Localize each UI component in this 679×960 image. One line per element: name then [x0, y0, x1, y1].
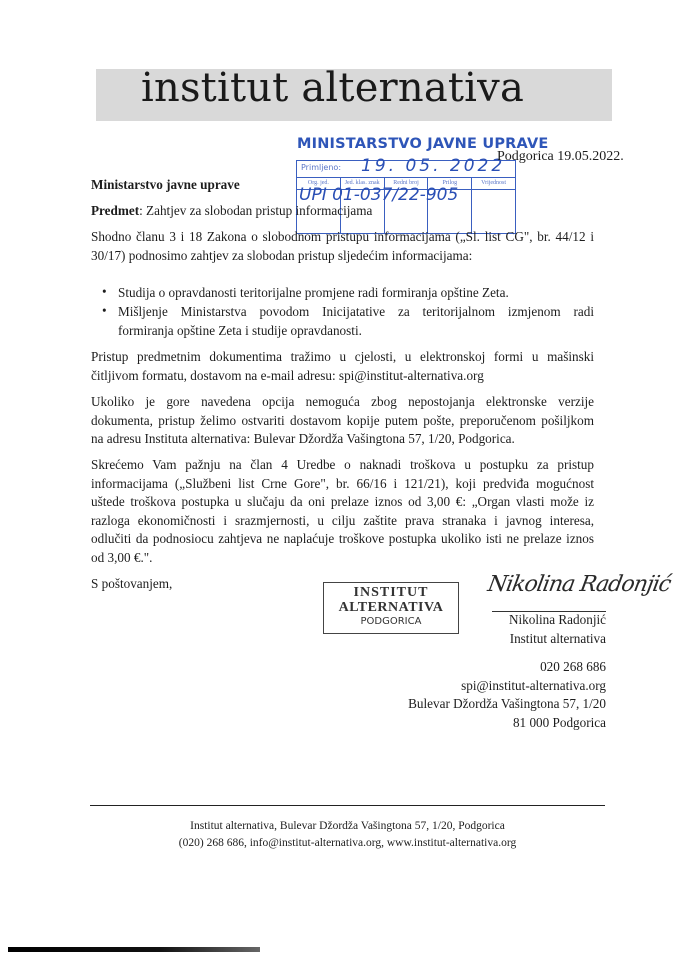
subject-label: Predmet — [91, 203, 140, 218]
contact-city: 81 000 Podgorica — [512, 714, 606, 730]
reference-number: UPI 01-037/22-905 — [299, 185, 459, 205]
bullet-icon: • — [102, 303, 107, 318]
contact-address: Bulevar Džordža Vašingtona 57, 1/20 — [408, 696, 606, 711]
bullet-icon: • — [102, 284, 107, 299]
closing: S poštovanjem, — [91, 576, 173, 591]
stamp-col: Redni broj — [385, 177, 429, 189]
letterhead-logo: institut alternativa — [141, 65, 525, 111]
footer-contacts: (020) 268 686, info@institut-alternativa.org, www.institut-alternativa.org — [178, 837, 517, 849]
stamp-col: Prilog — [428, 177, 472, 189]
signer-org: Institut alternativa — [509, 630, 606, 646]
subject-text: : Zahtjev za slobodan pristup informacijama — [139, 203, 373, 218]
organization-stamp: INSTITUT ALTERNATIVA PODGORICA — [323, 582, 459, 634]
received-label: Primljeno: — [301, 163, 342, 172]
stamp-col: Jed. klas. znak — [341, 177, 385, 189]
recipient: Ministarstvo javne uprave — [91, 177, 240, 192]
registry-stamp — [296, 156, 516, 234]
stamp-col: Vrijednost — [481, 180, 507, 186]
paragraph-3: Ukoliko je gore navedena opcija nemoguća zbog nepostojanja elektronske verzije dokumenta, pristup želimo ostvariti dostavom kopije putem pošte, preporučenom pošiljkom na adresu Instituta alternativa: Bulevar Džordža Vašingtona 57, 1/20, Podgorica. — [91, 394, 594, 446]
signature-block — [400, 611, 606, 732]
registry-stamp-title: MINISTARSTVO JAVNE UPRAVE — [297, 136, 549, 152]
scan-edge-mark — [8, 947, 260, 952]
place-date: Podgorica 19.05.2022. — [497, 149, 624, 164]
bullet-item: • Mišljenje Ministarstva povodom Inicijatative za teritorijalnom izmjenom radi formiranja opštine Zeta i studije opravdanosti. — [102, 303, 594, 338]
received-date: 19. 05. 2022 — [361, 156, 506, 176]
stamp-col: Org. jed. — [297, 177, 341, 189]
contact-phone: 020 268 686 — [540, 659, 606, 674]
letterhead-banner — [96, 65, 612, 121]
signer-name: Nikolina Radonjić — [508, 612, 606, 627]
subject — [91, 203, 372, 219]
contact-email: spi@institut-alternativa.org — [461, 677, 606, 693]
received-row — [297, 156, 515, 178]
handwritten-signature: Nikolina Radonjić — [485, 572, 673, 597]
footer-divider — [90, 805, 605, 806]
paragraph-2: Pristup predmetnim dokumentima tražimo u cjelosti, u elektronskoj formi u mašinski čitljivom formatu, dostavom na e-mail adresu: spi@institut-alternativa.org — [91, 349, 594, 383]
footer-address: Institut alternativa, Bulevar Džordža Vašingtona 57, 1/20, Podgorica — [190, 820, 505, 832]
bullet-item: • Studija o opravdanosti teritorijalne promjene radi formiranja opštine Zeta. — [102, 284, 509, 300]
paragraph-4: Skrećemo Vam pažnju na član 4 Uredbe o naknadi troškova u postupku za pristup informacijama („Službeni list Crne Gore", br. 66/16 i 121/21), koji predviđa mogućnost uštede troškova postupka u slučaju da oni prelaze iznos od 3,00 €: „Organ vlasti može iz razloga ekonomičnosti i srazmjernosti, u cilju zaštite prava stranaka i javnog interesa, odlučiti da podnosiocu zahtjeva ne naplaćuje troškove postupka ukoliko isti ne prelaze iznos od 3,00 €.". — [91, 457, 594, 565]
paragraph-1: Shodno članu 3 i 18 Zakona o slobodnom pristupu informacijama („Sl. list CG", br. 44/12 i 30/17) podnosimo zahtjev za slobodan pristup sljedećim informacijama: — [91, 229, 594, 263]
